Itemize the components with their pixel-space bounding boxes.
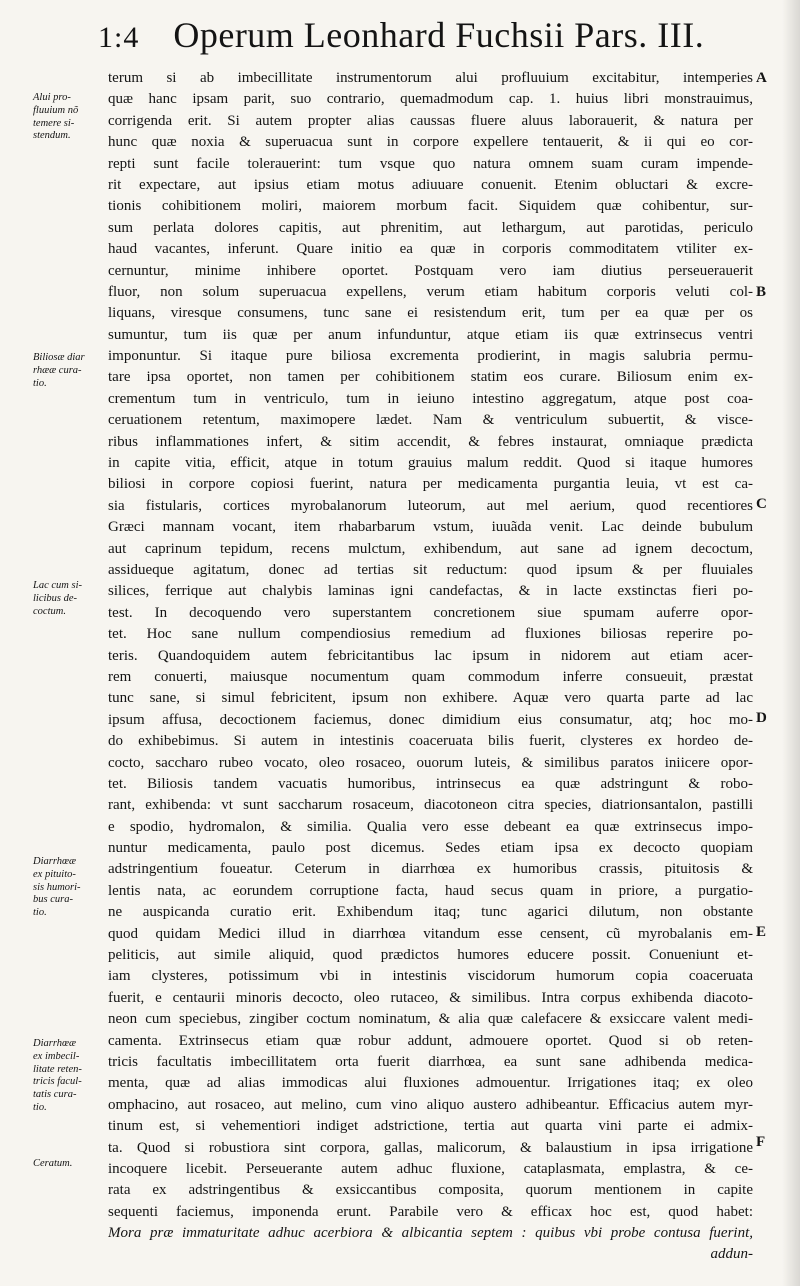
text-line: nuntur medicamenta, paulo post dicemus. Sedes etiam ipsa ex decocto quopiam [108, 840, 753, 857]
margin-note [33, 352, 99, 390]
body-text [108, 68, 753, 1266]
section-letter-d: D [756, 710, 767, 726]
text-line: Mora præ immaturitate adhuc acerbiora & albicantia septem : quibus vbi probe contusa fuerint, [108, 1225, 753, 1242]
margin-note-line: sis humori- [33, 881, 81, 893]
text-line: rata ex adstringentibus & exsiccantibus composita, quorum mentionem in capite [108, 1182, 753, 1199]
text-line: sequenti faciemus, imponenda erunt. Parabile vero & efficax hoc est, quod habet: [108, 1203, 753, 1220]
text-line: liquans, viresque consumens, tunc sane ei resistendum erit, tum per ea quæ per os [108, 305, 753, 322]
running-title: Operum Leonhard Fuchsii Pars. III. [173, 15, 705, 55]
text-line: tare ipsa oportet, non tamen per cohibitionem statim eos curare. Biliosum enim ex- [108, 369, 753, 386]
text-line: rit expectare, aut ipsius etiam motus adiuuare conuenit. Etenim obluctari & excre- [108, 176, 753, 193]
margin-note-line: temere si- [33, 117, 75, 129]
margin-note-line: bus cura- [33, 894, 73, 906]
margin-note-line: ex imbecil- [33, 1050, 80, 1062]
text-line: tinum est, si vehementiori indiget adstrictione, tertia aut quarta vini parte ei admix- [108, 1118, 753, 1135]
text-line: ceruationem retentum, maximopere lædet. Nam & ventriculum subuertit, & visce- [108, 412, 753, 429]
text-line: ne auspicanda curatio erit. Exhibendum itaq; tunc agarici dilutum, non obstante [108, 904, 753, 921]
text-line: sia fistularis, cortices myrobalanorum luteorum, aut mel aerium, quod recentiores [108, 497, 753, 514]
margin-note-line: stendum. [33, 130, 71, 142]
margin-notes [0, 0, 98, 1286]
text-line: haud vacantes, inferunt. Quare initio ea quæ in corporis commoditatem vtiliter ex- [108, 241, 753, 258]
section-letters [752, 0, 782, 1286]
margin-note [33, 580, 99, 618]
text-line: silices, ferrique aut chalybis laminas igni candefactas, & in lacte exstinctas fieri po- [108, 583, 753, 600]
text-line: sum perlata dolores capitis, aut phrenitim, aut lethargum, aut parotidas, periculo [108, 219, 753, 236]
text-line: in capite vitia, efficit, atque in totum grauius malum reddit. Quod si itaque humores [108, 455, 753, 472]
margin-note-line: tatis cura- [33, 1089, 77, 1101]
text-line: crementum tum in ventriculo, tum in ieiuno intestino aggregatum, atque post coa- [108, 390, 753, 407]
text-line: e spodio, hydromalon, & similia. Qualia vero esse debeant ea quæ extrinsecus impo- [108, 818, 753, 835]
margin-note-line: tio. [33, 377, 47, 389]
text-line: incoquere licebit. Perseuerante autem adhuc fluxione, cataplasmata, emplastra, & ce- [108, 1160, 753, 1177]
text-line: adstringentium foueatur. Ceterum in diarrhœa ex humoribus crassis, pituitosis & [108, 861, 753, 878]
text-line: imponuntur. Si itaque pure biliosa excrementa prodierint, in magis salubria permu- [108, 348, 753, 365]
text-line: teris. Quandoquidem autem febricitantibus lac ipsum in nidorem aut etiam acer- [108, 647, 753, 664]
text-line: tionis cohibitionem moliri, maiorem morbum facit. Siquidem quæ cohibentur, sur- [108, 198, 753, 215]
page-edge-shadow [782, 0, 800, 1286]
text-line: fluor, non solum superuacua expellens, verum etiam habitum corporis veluti col- [108, 283, 753, 300]
margin-note-line: licibus de- [33, 592, 78, 604]
text-line: quod quidam Medici illud in diarrhœa vitandum esse censent, cũ myrobalanis em- [108, 925, 753, 942]
page-number: 1:4 [98, 21, 140, 54]
text-line: quæ hanc ipsam parit, suo contrario, quemadmodum cap. 1. huius libri monstrauimus, [108, 91, 753, 108]
margin-note [33, 856, 99, 920]
margin-note-line: tricis facul- [33, 1076, 82, 1088]
margin-note-line: ex pituito- [33, 868, 76, 880]
text-line: addun- [710, 1246, 753, 1263]
text-line: tet. Hoc sane nullum compendiosius remedium ad fluxiones biliosas reperire po- [108, 626, 753, 643]
text-line: peliticis, aut simile aliquid, quod prædictos humores educere possit. Conueniunt et- [108, 947, 753, 964]
text-line: corrigenda erit. Si autem propter alias caussas fluere aluus laborauerit, & natura per [108, 112, 753, 129]
text-line: assidueque agitatum, donec ad tertias sit reductum: quod ipsum & per fluuiales [108, 561, 753, 578]
text-line: neon cum speciebus, zingiber coctum nominatum, & alia quæ calefacere & exsiccare valent medi- [108, 1011, 753, 1028]
text-line: menta, quæ ad alias immodicas alui fluxiones admouentur. Irrigationes itaq; ex oleo [108, 1075, 753, 1092]
margin-note-line: fluuium nõ [33, 104, 79, 116]
margin-note-line: Diarrhœæ [33, 856, 76, 867]
margin-note-line: Ceratum. [33, 1158, 73, 1169]
margin-note-line: coctum. [33, 605, 66, 617]
text-line: cernuntur, minime inhibere oportet. Postquam vero iam diutius perseuerauerit [108, 262, 753, 279]
text-line: rem conuerti, maiusque nocumentum quam commodum inferre consueuit, præstat [108, 668, 753, 685]
text-line: omphacino, aut rosaceo, aut melino, cum vino aliquo austero adhibeantur. Efficacius autem myr- [108, 1096, 753, 1113]
section-letter-e: E [756, 924, 767, 940]
text-line: tet. Biliosis tandem vacuatis humoribus, intrinsecus ea quæ adstringunt & robo- [108, 775, 753, 792]
text-line: aut caprinum tepidum, recens mulctum, exhibendum, aut sane ad ignem decoctum, [108, 540, 753, 557]
text-line: repti sunt facile tolerauerint: tum vsque quo natura omnem suam curam impende- [108, 155, 753, 172]
margin-note-line: Diarrhœæ [33, 1038, 76, 1049]
text-line: sumuntur, tum iis quæ per anum infunduntur, atque etiam iis quæ extrinsecus ventri [108, 326, 753, 343]
text-line: iam clysteres, potissimum vbi in intestinis viscidorum humorum copia coaceruata [108, 968, 753, 985]
text-line: terum si ab imbecillitate instrumentorum alui profluuium excitabitur, intemperies [108, 70, 753, 86]
text-line: do exhibebimus. Si autem in intestinis coaceruata bilis fuerit, clysteres ex hordeo de- [108, 733, 753, 750]
text-line: ribus inflammationes infert, & sitim accendit, & febres instaurat, omniaque prædicta [108, 433, 753, 450]
margin-note [33, 92, 99, 143]
text-line: test. In decoquendo vero superstantem concretionem siue spumam auferre opor- [108, 604, 753, 621]
text-line: camenta. Extrinsecus etiam quæ robur addunt, admouere oportet. Quod si ob reten- [108, 1032, 753, 1049]
page-header [98, 14, 738, 70]
text-line: ipsum affusa, decoctionem faciemus, donec dimidium eius consumatur, atq; hoc mo- [108, 711, 753, 728]
text-line: fuerit, e centaurii minoris decocto, oleo rutaceo, & similibus. Intra corpus exhibenda diacoto- [108, 989, 753, 1006]
text-line: biliosi in corpore copiosi fuerint, natura per medicamenta purgantia leuia, vt est ca- [108, 476, 753, 493]
margin-note-line: litate reten- [33, 1063, 82, 1075]
margin-note-line: tio. [33, 1101, 47, 1113]
text-line: hunc quæ noxia & superuacua sunt in corpore expellere tentauerit, & ii qui eo cor- [108, 134, 753, 151]
text-line: tunc sane, si simul febricitent, ipsum non exhibere. Aquæ vero quarta parte ad lac [108, 690, 753, 707]
section-letter-a: A [756, 70, 767, 86]
margin-note [33, 1038, 99, 1115]
margin-note-line: Alui pro- [33, 92, 71, 103]
text-line: Græci mannam vocant, item rhabarbarum vstum, iuuãda venit. Lac deinde bubulum [108, 519, 753, 536]
margin-note [33, 1158, 99, 1171]
text-line: lentis nata, ac eorundem corruptione facta, haud secus quam in priore, a purgatio- [108, 882, 753, 899]
section-letter-b: B [756, 284, 767, 300]
text-line: tricis facultatis imbecillitatem orta fuerit diarrhœa, ea sunt sane adhibenda medica- [108, 1053, 753, 1070]
section-letter-f: F [756, 1134, 766, 1150]
margin-note-line: tio. [33, 907, 47, 919]
text-line: cocto, saccharo rubeo vocato, oleo rosaceo, ouorum luteis, & similibus paratos iniicere opor- [108, 754, 753, 771]
text-line: ta. Quod si robustiora sint corpora, gallas, malicorum, & balaustium in ipsa irrigatione [108, 1139, 753, 1156]
margin-note-line: rhææ cura- [33, 364, 82, 376]
margin-note-line: Biliosæ diar [33, 352, 85, 363]
margin-note-line: Lac cum si- [33, 580, 82, 591]
text-line: rant, exhibenda: vt sunt saccharum rosaceum, diacotoneon citra species, diatrionsantalon, pastilli [108, 797, 753, 814]
section-letter-c: C [756, 496, 767, 512]
